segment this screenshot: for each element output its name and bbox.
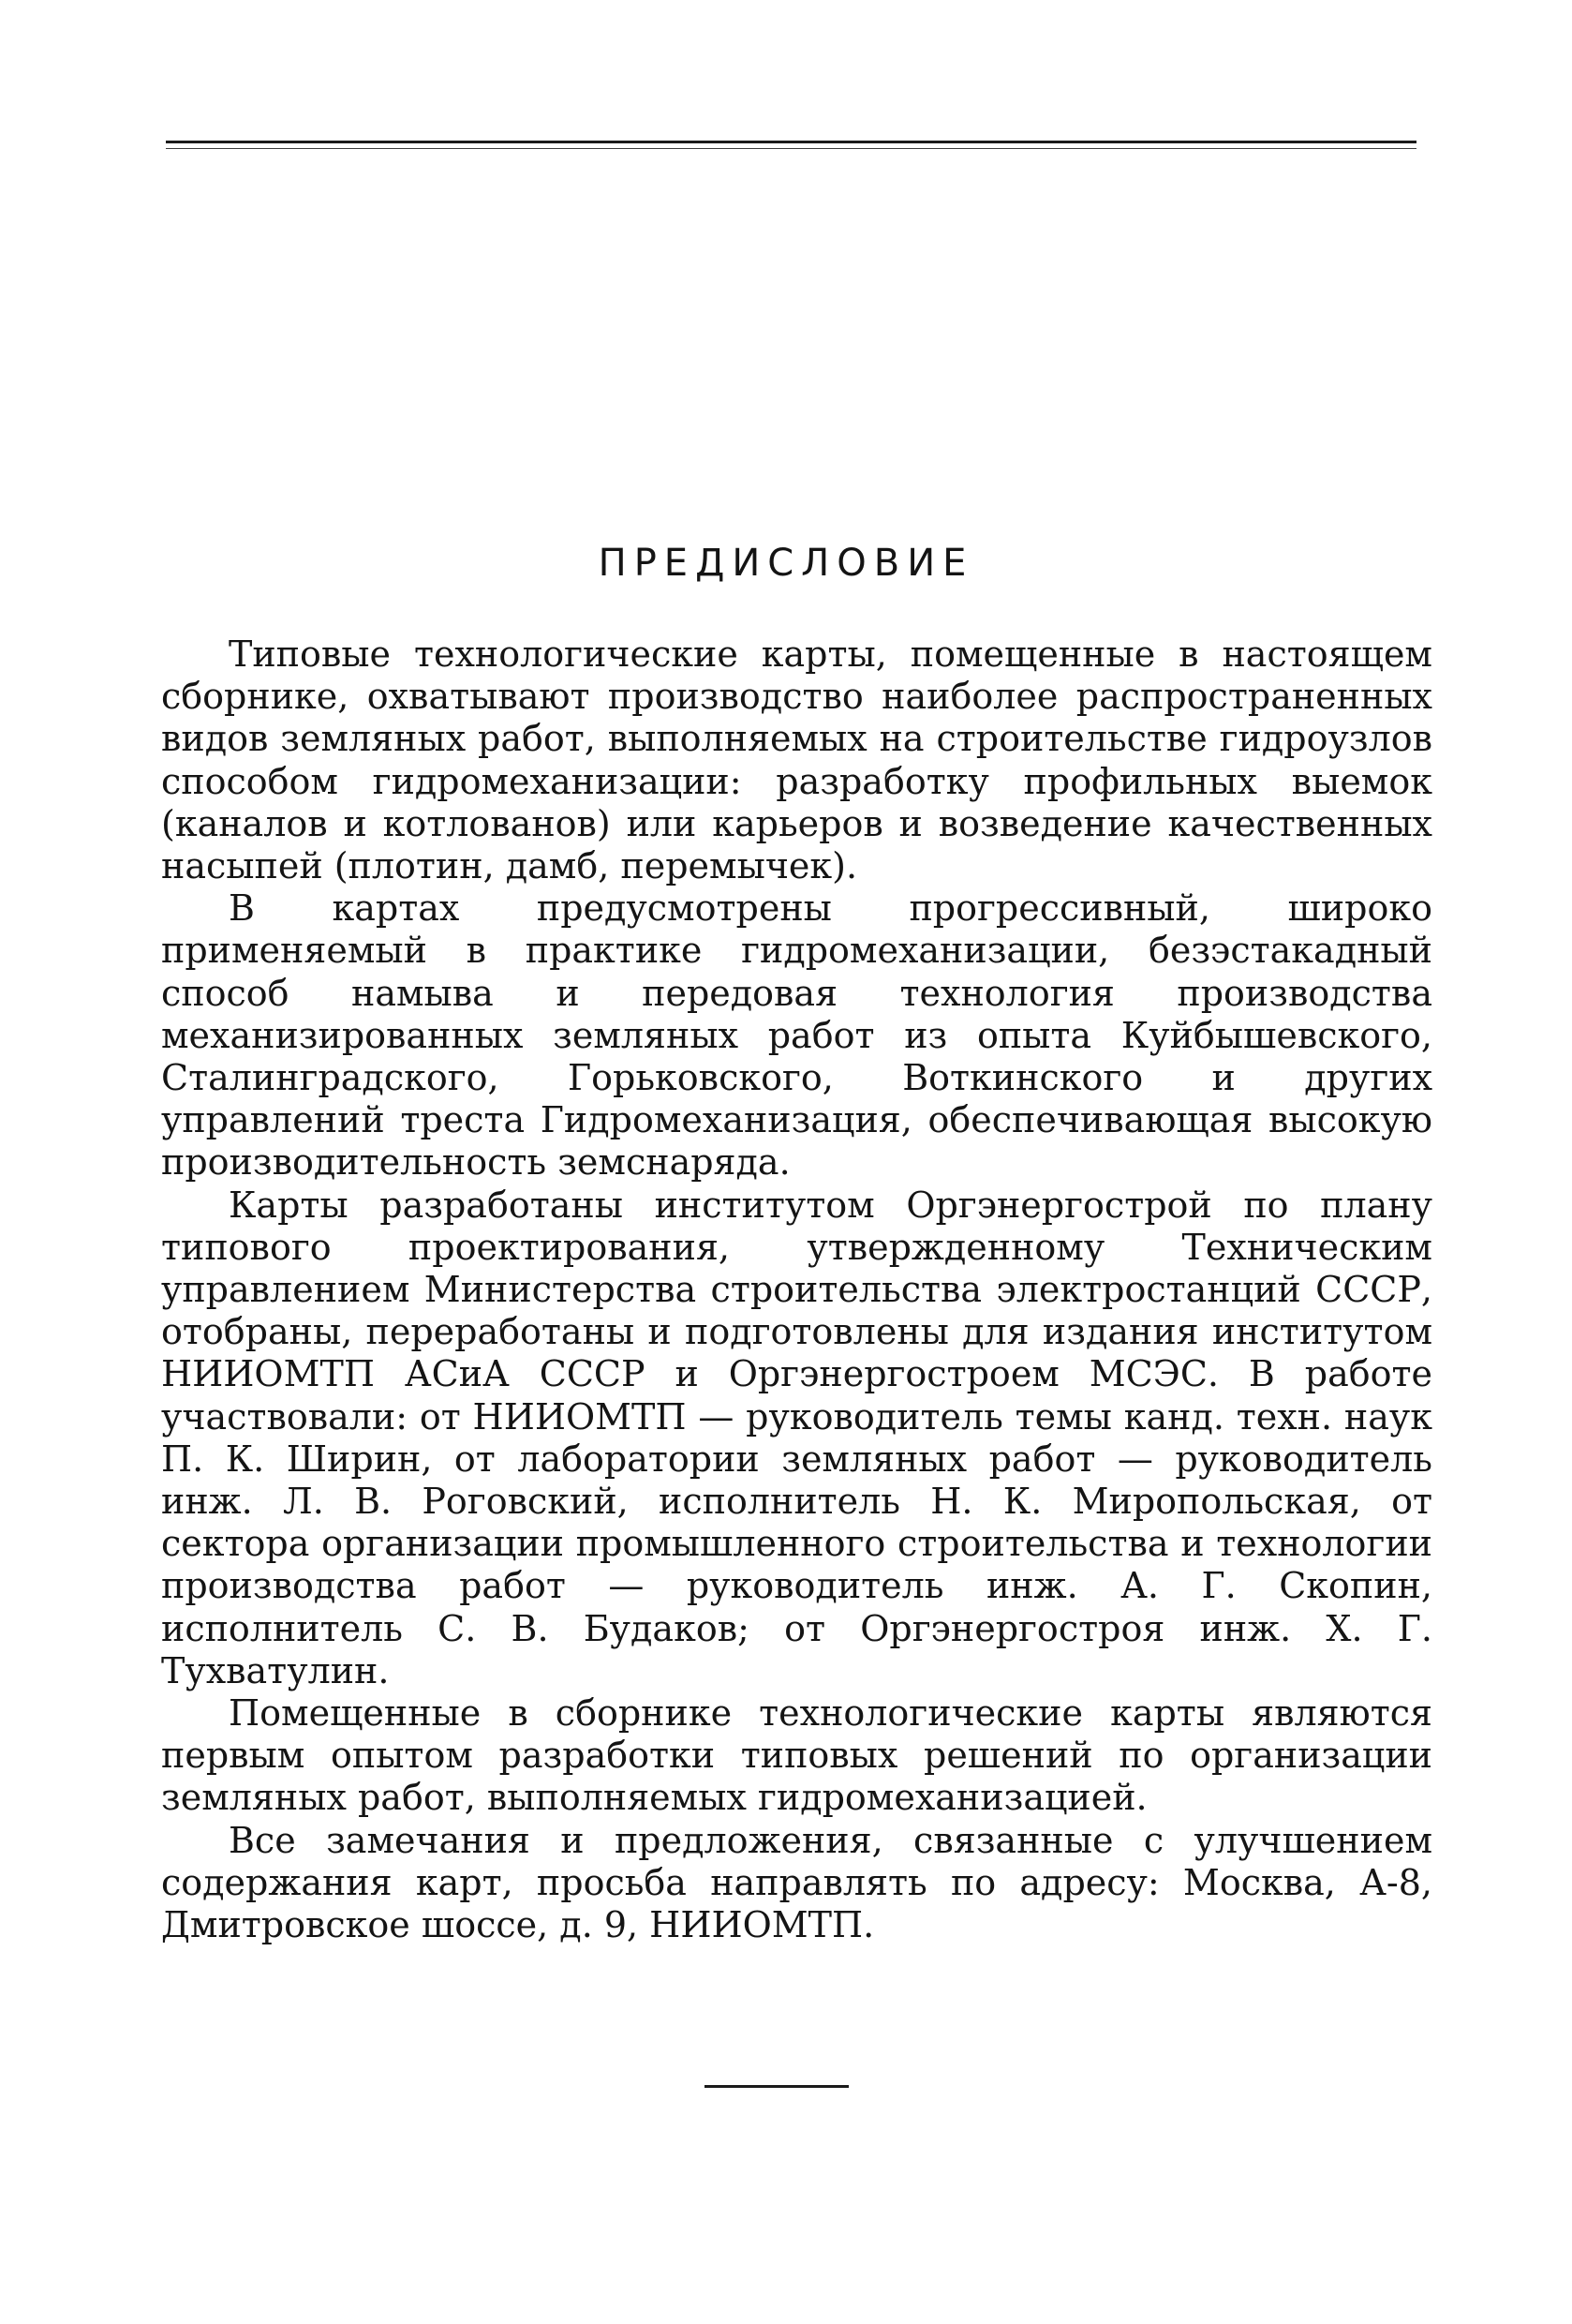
paragraph-intro: Типовые технологические карты, помещенные в настоящем сборнике, охватывают производство наиболее распространенных видов земляных работ, выполняемых на строительстве гидроузлов способом гидромеханизации: разработку профильных выемок (каналов и котлованов) или карьеров и возведение качественных насыпей (плотин, дамб, перемычек). <box>161 633 1432 887</box>
paragraph-contact: Все замечания и предложения, связанные с улучшением содержания карт, просьба направлять по адресу: Москва, А-8, Дмитровское шоссе, д. 9, НИИОМТП. <box>161 1819 1432 1946</box>
bottom-rule <box>704 2085 849 2088</box>
page-title: ПРЕДИСЛОВИЕ <box>598 542 974 585</box>
paragraph-methods: В картах предусмотрены прогрессивный, широко применяемый в практике гидромеханизации, безэстакадный способ намыва и передовая технология производства механизированных земляных работ из опыта Куйбышевского, Сталинградского, Горьковского, Воткинского и других управлений треста Гидромеханизация, обеспечивающая высокую производительность земснаряда. <box>161 887 1432 1184</box>
preface-body <box>161 633 1432 1946</box>
top-rule <box>166 141 1416 143</box>
paragraph-experience: Помещенные в сборнике технологические карты являются первым опытом разработки типовых решений по организации земляных работ, выполняемых гидромеханизацией. <box>161 1692 1432 1819</box>
paragraph-authors: Карты разработаны институтом Оргэнергострой по плану типового проектирования, утвержденному Техническим управлением Министерства строительства электростанций СССР, отобраны, переработаны и подготовлены для издания институтом НИИОМТП АСиА СССР и Оргэнергостроем МСЭС. В работе участвовали: от НИИОМТП — руководитель темы канд. техн. наук П. К. Ширин, от лаборатории земляных работ — руководитель инж. Л. В. Роговский, исполнитель Н. К. Миропольская, от сектора организации промышленного строительства и технологии производства работ — руководитель инж. А. Г. Скопин, исполнитель С. В. Будаков; от Оргэнергостроя инж. Х. Г. Тухватулин. <box>161 1184 1432 1691</box>
